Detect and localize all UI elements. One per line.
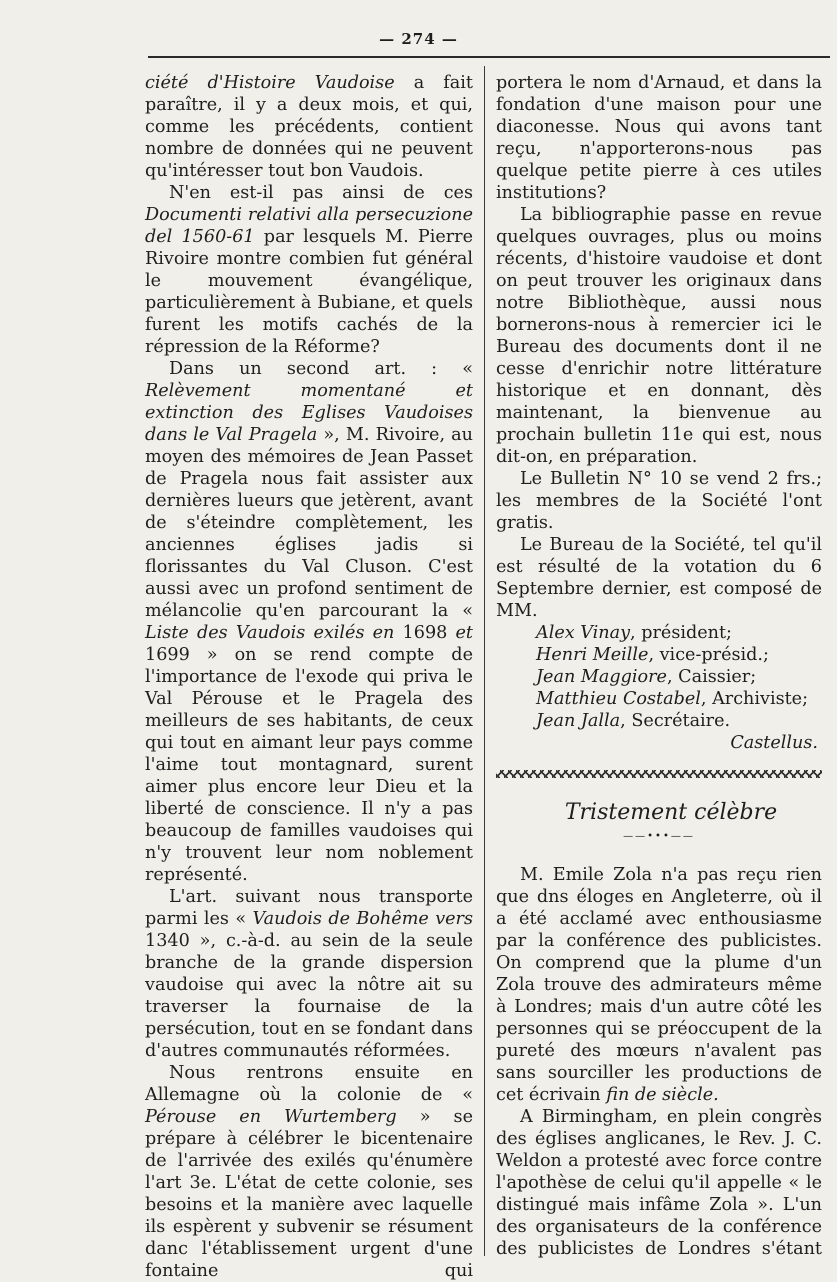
member-role: , Caissier; bbox=[666, 667, 757, 687]
member-line bbox=[536, 644, 822, 666]
signature: Castellus. bbox=[730, 733, 818, 753]
emphasis: Vaudois de Bohême vers bbox=[252, 909, 473, 929]
emphasis: Relèvement momentané et extinction des Eglises Vaudoises dans le Val Pragela bbox=[145, 381, 473, 445]
page-number: — 274 — bbox=[379, 30, 458, 48]
paragraph: Le Bureau de la Société, tel qu'il est résulté de la votation du 6 Septembre dernier, est composé de MM. bbox=[496, 535, 822, 621]
wavy-divider bbox=[496, 770, 822, 780]
paragraph bbox=[496, 864, 822, 1106]
text-run: 1698 bbox=[394, 623, 456, 643]
text-run: par lesquels M. Pierre Rivoire montre combien fut général le mouvement évangélique, particulièrement à Bubiane, et quels furent les motifs cachés de la répression de la Réforme? bbox=[145, 227, 473, 357]
text-run: 1699 » on se rend compte de l'importance de l'exode qui priva le Val Pérouse et le Pragela des meilleurs de ses habitants, de ceux qui tout en aimant leur pays comme l'aime tout montagnard, surent aimer plus encore leur Dieu et la liberté de conscience. Il n'y a pas beaucoup de familles vaudoises qui n'y trouvent leur nom noblement représenté. bbox=[145, 645, 473, 885]
text-run: a fait paraître, il y a deux mois, et qui, comme les précédents, contient nombre de données qui ne peuvent qu'intéresser tout bon Vaudois. bbox=[145, 73, 473, 181]
emphasis: Histoire Vaudoise bbox=[223, 73, 395, 93]
paragraph bbox=[145, 886, 473, 1062]
paragraph: La bibliographie passe en revue quelques ouvrages, plus ou moins récents, d'histoire vaudoise et dont on peut trouver les originaux dans notre Bibliothèque, aussi nous bornerons-nous à remercier ici le Bureau des documents dont il ne cesse d'enrichir notre littérature historique et en donnant, dès maintenant, la bienvenue au prochain bulletin 11e qui est, nous dit-on, en préparation. bbox=[496, 205, 822, 467]
emphasis: Liste des Vaudois exilés en bbox=[145, 623, 395, 643]
member-name: Jean Maggiore bbox=[536, 667, 667, 687]
member-line bbox=[536, 688, 822, 710]
member-name: Matthieu Costabel bbox=[536, 689, 701, 709]
paragraph bbox=[145, 72, 473, 182]
text-run: », M. Rivoire, au moyen des mémoires de Jean Passet de Pragela nous fait assister aux dernières lueurs que jetèrent, avant de s'éteindre complètement, les anciennes églises jadis si florissantes du Val Cluson. C'est aussi avec un profond sentiment de mélancolie qu'en parcourant la « bbox=[145, 425, 473, 621]
text-run: ciété d' bbox=[145, 73, 224, 93]
left-column bbox=[145, 72, 473, 1282]
member-role: , Archiviste; bbox=[700, 689, 809, 709]
paragraph bbox=[145, 1062, 473, 1282]
ornament-divider: ——•••—— bbox=[623, 831, 695, 842]
paragraph bbox=[145, 182, 473, 358]
emphasis: Documenti relativi alla persecuzione del 1560-61 bbox=[145, 205, 473, 247]
text-run: Dans un second art. : « bbox=[169, 359, 473, 379]
header-rule bbox=[148, 56, 830, 58]
text-run: » se prépare à célébrer le bicentenaire de l'arrivée des exilés qu'énumère l'art 3e. L'état de cette colonie, ses besoins et la manière avec laquelle ils espèrent y subvenir se résument danc l'établissement urgent d'une fontaine qui bbox=[145, 1107, 473, 1281]
member-role: , Secrétaire. bbox=[620, 711, 731, 731]
column-divider bbox=[484, 66, 485, 1256]
text-run: Nous rentrons ensuite en Allemagne où la colonie de « bbox=[145, 1063, 473, 1105]
member-name: Alex Vinay bbox=[536, 623, 631, 643]
right-column bbox=[496, 72, 822, 1260]
member-name: Jean Jalla bbox=[536, 711, 621, 731]
members-list bbox=[536, 622, 822, 732]
member-role: , vice-présid.; bbox=[648, 645, 769, 665]
emphasis: fin de siècle. bbox=[606, 1085, 719, 1105]
paragraph: portera le nom d'Arnaud, et dans la fondation d'une maison pour une diaconesse. Nous qui avons tant reçu, n'apporterons-nous pas quelque petite pierre à ces utiles institutions? bbox=[496, 73, 822, 203]
member-line bbox=[536, 666, 822, 688]
paragraph: Le Bulletin N° 10 se vend 2 frs.; les membres de la Société l'ont gratis. bbox=[496, 469, 822, 533]
member-line bbox=[536, 622, 822, 644]
section-title: Tristement célèbre bbox=[564, 800, 778, 825]
text-run: L'art. suivant nous transporte parmi les « bbox=[145, 887, 473, 929]
text-run: M. Emile Zola n'a pas reçu rien que dns éloges en Angleterre, où il a été acclamé avec enthousiasme par la conférence des publicistes. On comprend que la plume d'un Zola trouve des admirateurs même à Londres; mais d'un autre côté les personnes qui se préoccupent de la pureté des mœurs n'avalent pas sans sourciller les productions de cet écrivain bbox=[496, 865, 822, 1105]
text-run: N'en est-il pas ainsi de ces bbox=[169, 183, 473, 203]
member-name: Henri Meille bbox=[536, 645, 649, 665]
emphasis: et bbox=[455, 623, 473, 643]
text-run: 1340 », c.-à-d. au sein de la seule branche de la grande dispersion vaudoise qui avec la nôtre ait su traverser la fournaise de la persécution, tout en se fondant dans d'autres communautés réformées. bbox=[145, 931, 473, 1061]
emphasis: Pérouse en Wurtemberg bbox=[145, 1107, 397, 1127]
member-line bbox=[536, 710, 822, 732]
paragraph: A Birmingham, en plein congrès des églises anglicanes, le Rev. J. C. Weldon a protesté avec force contre l'apothèse de celui qu'il appelle « le distingué mais infâme Zola ». L'un des organisateurs de la conférence des publicistes de Londres s'étant bbox=[496, 1107, 822, 1259]
paragraph bbox=[145, 358, 473, 886]
member-role: , président; bbox=[630, 623, 732, 643]
